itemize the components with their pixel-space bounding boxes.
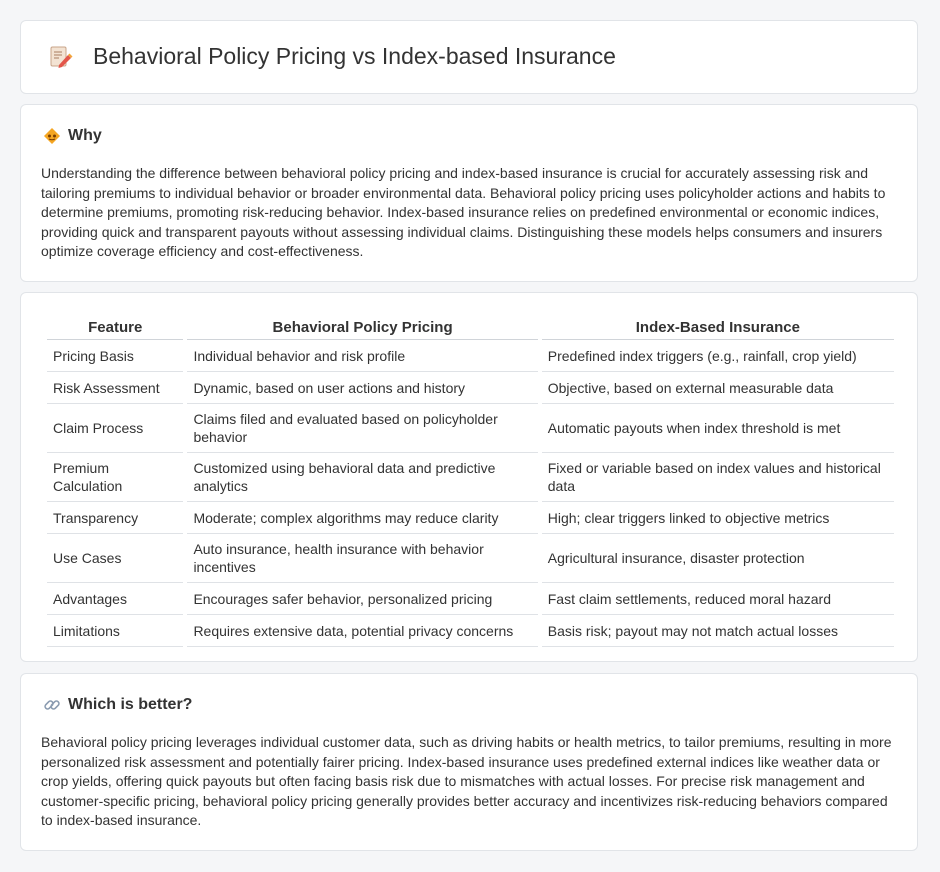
- feature-cell: Risk Assessment: [47, 372, 183, 404]
- behavioral-cell: Customized using behavioral data and predictive analytics: [187, 453, 537, 502]
- feature-cell: Claim Process: [47, 404, 183, 453]
- diamond-signal-icon: [43, 127, 61, 145]
- link-icon: [43, 696, 61, 714]
- which-better-section: [20, 673, 918, 851]
- table-row: [47, 372, 894, 404]
- page-title: Behavioral Policy Pricing vs Index-based Insurance: [93, 43, 616, 69]
- index-cell: Fixed or variable based on index values and historical data: [542, 453, 894, 502]
- why-heading: [43, 127, 102, 145]
- index-cell: Basis risk; payout may not match actual losses: [542, 615, 894, 647]
- table-row: [47, 615, 894, 647]
- index-cell: High; clear triggers linked to objective metrics: [542, 502, 894, 534]
- behavioral-cell: Requires extensive data, potential privacy concerns: [187, 615, 537, 647]
- better-heading: [43, 696, 192, 714]
- header-card: [20, 20, 918, 94]
- behavioral-cell: Claims filed and evaluated based on policyholder behavior: [187, 404, 537, 453]
- better-body: Behavioral policy pricing leverages individual customer data, such as driving habits or health metrics, to tailor premiums, resulting in more personalized risk assessment and potentially fairer pricing. Index-based insurance uses predefined external indices like weather data or crop yields, offering quick payouts but often facing basis risk due to mismatches with actual losses. For precise risk management and customer-specific pricing, behavioral policy pricing generally provides better accuracy and incentivizes risk-reducing behaviors compared to index-based insurance.: [41, 734, 892, 828]
- table-row: [47, 453, 894, 502]
- table-row: [47, 404, 894, 453]
- table-row: [47, 502, 894, 534]
- header-behavioral: Behavioral Policy Pricing: [187, 315, 537, 340]
- index-cell: Objective, based on external measurable data: [542, 372, 894, 404]
- behavioral-cell: Moderate; complex algorithms may reduce clarity: [187, 502, 537, 534]
- behavioral-cell: Encourages safer behavior, personalized pricing: [187, 583, 537, 615]
- comparison-table: [43, 315, 898, 647]
- index-cell: Predefined index triggers (e.g., rainfall, crop yield): [542, 340, 894, 372]
- header-index: Index-Based Insurance: [542, 315, 894, 340]
- index-cell: Automatic payouts when index threshold is met: [542, 404, 894, 453]
- better-title: Which is better?: [68, 696, 193, 713]
- feature-cell: Advantages: [47, 583, 183, 615]
- behavioral-cell: Dynamic, based on user actions and history: [187, 372, 537, 404]
- feature-cell: Limitations: [47, 615, 183, 647]
- why-title: Why: [68, 127, 102, 144]
- document-pencil-icon: [47, 44, 73, 70]
- feature-cell: Premium Calculation: [47, 453, 183, 502]
- feature-cell: Use Cases: [47, 534, 183, 583]
- title-row: [47, 43, 616, 70]
- table-row: [47, 583, 894, 615]
- table-header-row: [47, 315, 894, 340]
- feature-cell: Pricing Basis: [47, 340, 183, 372]
- why-body: Understanding the difference between behavioral policy pricing and index-based insurance is crucial for accurately assessing risk and tailoring premiums to individual behavior or broader environmental data. Behavioral policy pricing uses policyholder actions and habits to determine premiums, promoting risk-reducing behavior. Index-based insurance relies on predefined environmental or economic indices, providing quick and transparent payouts without assessing individual claims. Distinguishing these models helps consumers and insurers optimize coverage efficiency and cost-effectiveness.: [41, 165, 886, 259]
- index-cell: Fast claim settlements, reduced moral hazard: [542, 583, 894, 615]
- table-row: [47, 340, 894, 372]
- comparison-table-card: [20, 292, 918, 662]
- why-section: [20, 104, 918, 282]
- behavioral-cell: Individual behavior and risk profile: [187, 340, 537, 372]
- behavioral-cell: Auto insurance, health insurance with behavior incentives: [187, 534, 537, 583]
- feature-cell: Transparency: [47, 502, 183, 534]
- header-feature: Feature: [47, 315, 183, 340]
- table-row: [47, 534, 894, 583]
- index-cell: Agricultural insurance, disaster protection: [542, 534, 894, 583]
